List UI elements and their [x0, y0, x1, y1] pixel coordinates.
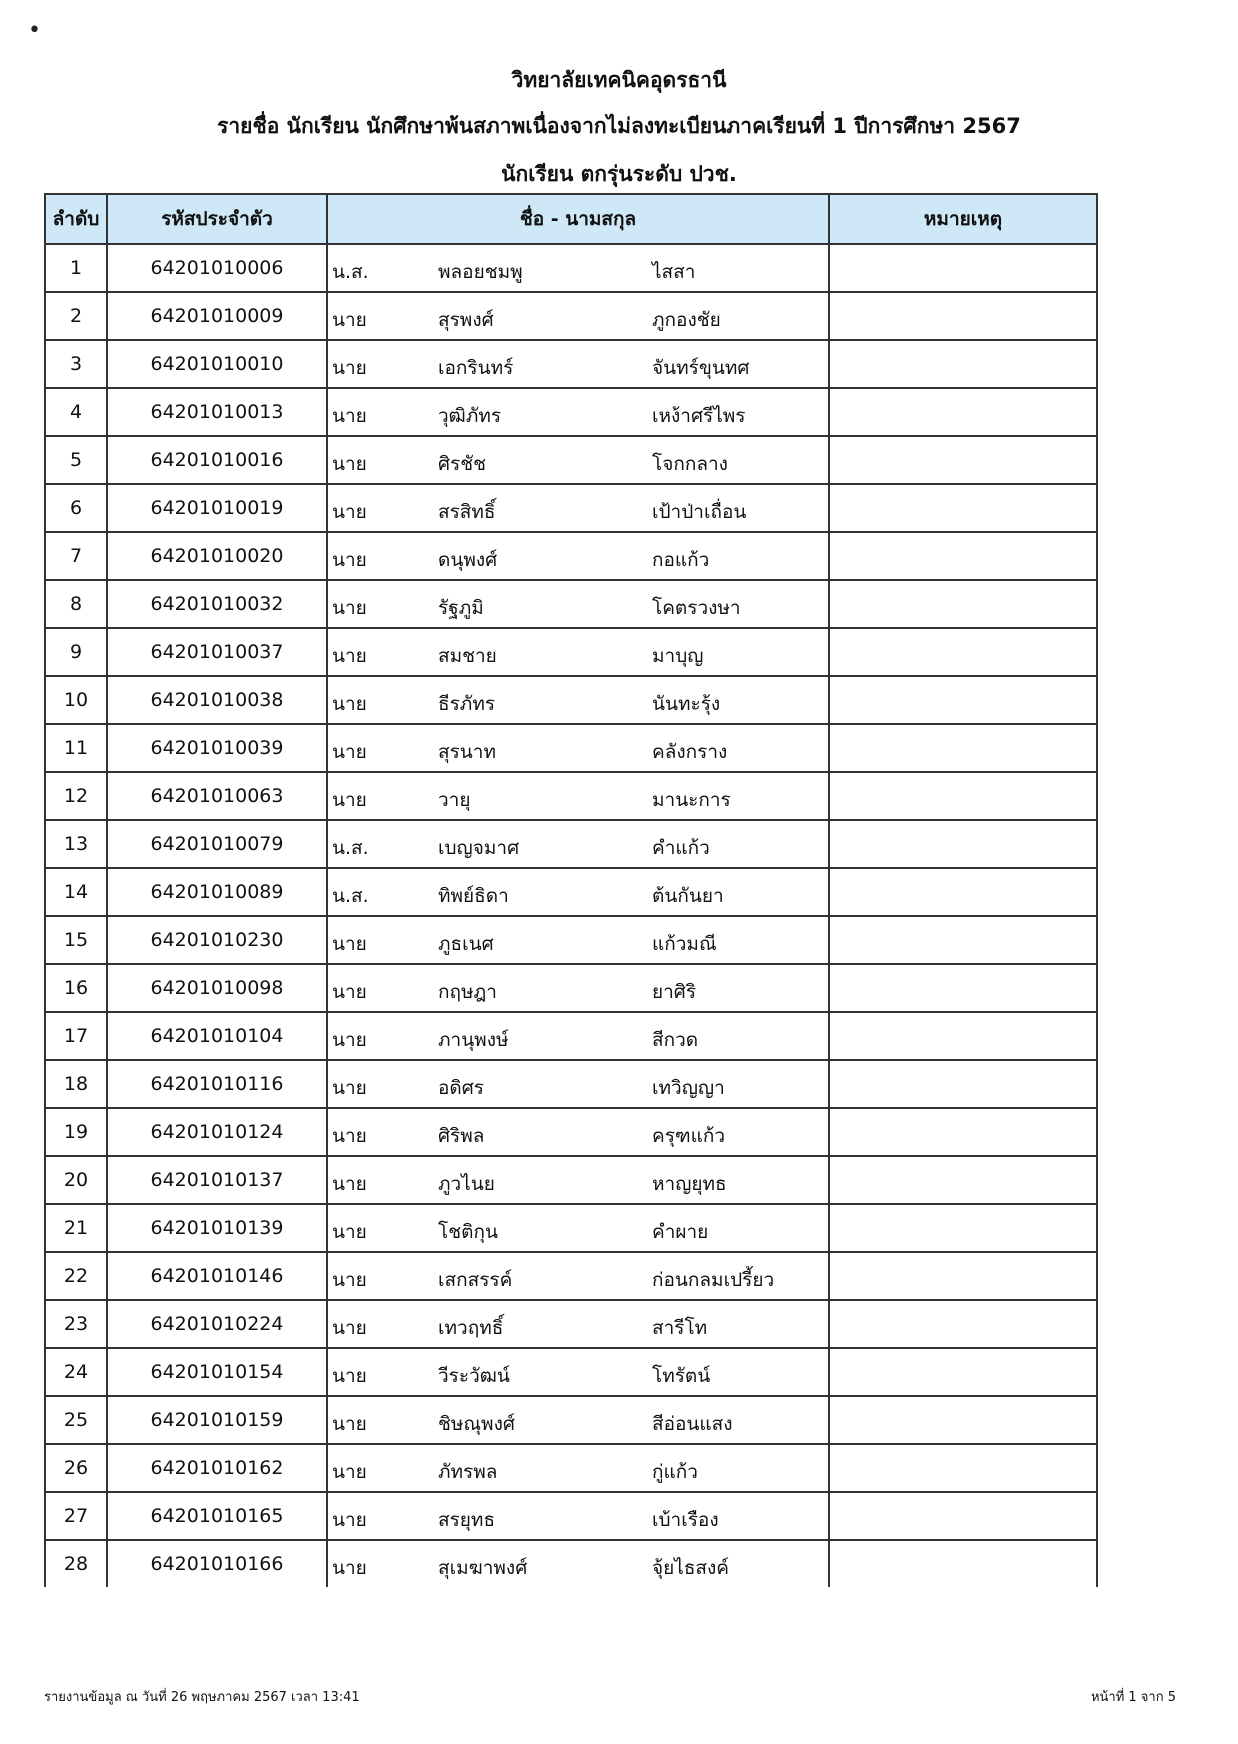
student-name: [327, 1060, 829, 1108]
last-name: มานะการ: [652, 789, 731, 811]
table-row: [45, 484, 1097, 532]
student-id: 64201010224: [107, 1300, 327, 1348]
row-number: 1: [45, 244, 107, 292]
student-id: 64201010013: [107, 388, 327, 436]
name-prefix: นาย: [332, 981, 367, 1003]
table-row: [45, 292, 1097, 340]
name-prefix: นาย: [332, 357, 367, 379]
name-prefix: นาย: [332, 789, 367, 811]
last-name: หาญยุทธ: [652, 1173, 727, 1195]
student-id: 64201010016: [107, 436, 327, 484]
table-row: [45, 1540, 1097, 1587]
name-prefix: นาย: [332, 1125, 367, 1147]
first-name: กฤษฎา: [438, 981, 497, 1003]
row-number: 20: [45, 1156, 107, 1204]
last-name: นันทะรุ้ง: [652, 693, 721, 715]
last-name: ก่อนกลมเปรี้ยว: [652, 1269, 775, 1291]
table-row: [45, 772, 1097, 820]
last-name: สีกวด: [652, 1029, 699, 1051]
student-id: 64201010006: [107, 244, 327, 292]
note: [829, 1252, 1097, 1300]
row-number: 15: [45, 916, 107, 964]
student-id: 64201010146: [107, 1252, 327, 1300]
note: [829, 820, 1097, 868]
last-name: แก้วมณี: [652, 933, 717, 955]
student-name: [327, 676, 829, 724]
table-row: [45, 1108, 1097, 1156]
note: [829, 724, 1097, 772]
student-name: [327, 772, 829, 820]
table-row: [45, 340, 1097, 388]
student-name: [327, 1348, 829, 1396]
note: [829, 1540, 1097, 1587]
page-number: หน้าที่ 1 จาก 5: [1090, 1690, 1176, 1705]
note: [829, 1348, 1097, 1396]
first-name: เบญจมาศ: [438, 837, 520, 859]
student-name: [327, 532, 829, 580]
table-row: [45, 868, 1097, 916]
first-name: พลอยชมพู: [438, 261, 523, 283]
first-name: วุฒิภัทร: [438, 405, 502, 427]
table-row: [45, 1348, 1097, 1396]
note: [829, 1444, 1097, 1492]
student-name: [327, 484, 829, 532]
student-name: [327, 580, 829, 628]
first-name: อดิศร: [438, 1077, 485, 1099]
table-row: [45, 724, 1097, 772]
first-name: ธีรภัทร: [438, 693, 496, 715]
last-name: กู่แก้ว: [652, 1461, 698, 1483]
first-name: ศิรชัช: [438, 453, 487, 475]
name-prefix: น.ส.: [332, 261, 369, 283]
student-id: 64201010098: [107, 964, 327, 1012]
student-name: [327, 868, 829, 916]
last-name: เป้าป่าเถื่อน: [652, 501, 747, 523]
first-name: สมชาย: [438, 645, 497, 667]
name-prefix: นาย: [332, 1269, 367, 1291]
name-prefix: นาย: [332, 1077, 367, 1099]
note: [829, 1108, 1097, 1156]
student-id: 64201010166: [107, 1540, 327, 1587]
note: [829, 340, 1097, 388]
first-name: สรยุทธ: [438, 1509, 496, 1531]
note: [829, 916, 1097, 964]
table-row: [45, 244, 1097, 292]
student-id: 64201010124: [107, 1108, 327, 1156]
student-id: 64201010154: [107, 1348, 327, 1396]
note: [829, 1156, 1097, 1204]
note: [829, 292, 1097, 340]
name-prefix: นาย: [332, 1029, 367, 1051]
student-id: 64201010038: [107, 676, 327, 724]
student-name: [327, 1540, 829, 1587]
first-name: ทิพย์ธิดา: [438, 885, 509, 907]
student-id: 64201010137: [107, 1156, 327, 1204]
student-name: [327, 292, 829, 340]
last-name: จุ้ยไธสงค์: [652, 1557, 730, 1579]
name-prefix: นาย: [332, 549, 367, 571]
row-number: 6: [45, 484, 107, 532]
student-name: [327, 628, 829, 676]
note: [829, 484, 1097, 532]
student-name: [327, 1444, 829, 1492]
student-name: [327, 1300, 829, 1348]
table-row: [45, 1204, 1097, 1252]
table-row: [45, 436, 1097, 484]
note: [829, 676, 1097, 724]
row-number: 25: [45, 1396, 107, 1444]
first-name: ดนุพงศ์: [438, 549, 498, 571]
table-row: [45, 628, 1097, 676]
last-name: คลังกราง: [652, 741, 728, 763]
last-name: สารีโท: [652, 1317, 708, 1339]
student-table: [44, 193, 1098, 1587]
scan-mark: •: [28, 18, 41, 43]
student-name: [327, 724, 829, 772]
last-name: เหง้าศรีไพร: [652, 405, 746, 427]
table-header-row: [45, 194, 1097, 244]
student-name: [327, 340, 829, 388]
name-prefix: น.ส.: [332, 837, 369, 859]
last-name: คำผาย: [652, 1221, 709, 1243]
name-prefix: นาย: [332, 1557, 367, 1579]
first-name: สุรพงศ์: [438, 309, 494, 331]
note: [829, 244, 1097, 292]
student-id: 64201010032: [107, 580, 327, 628]
row-number: 4: [45, 388, 107, 436]
last-name: มาบุญ: [652, 645, 704, 667]
report-timestamp: รายงานข้อมูล ณ วันที่ 26 พฤษภาคม 2567 เวลา 13:41: [44, 1690, 360, 1705]
name-prefix: นาย: [332, 693, 367, 715]
student-id: 64201010162: [107, 1444, 327, 1492]
student-name: [327, 820, 829, 868]
row-number: 21: [45, 1204, 107, 1252]
row-number: 26: [45, 1444, 107, 1492]
name-prefix: นาย: [332, 1509, 367, 1531]
student-id: 64201010159: [107, 1396, 327, 1444]
table-row: [45, 1396, 1097, 1444]
student-name: [327, 916, 829, 964]
last-name: กอแก้ว: [652, 549, 710, 571]
table-row: [45, 820, 1097, 868]
student-name: [327, 436, 829, 484]
name-prefix: นาย: [332, 933, 367, 955]
document-title: รายชื่อ นักเรียน นักศึกษาพ้นสภาพเนื่องจากไม่ลงทะเบียนภาคเรียนที่ 1 ปีการศึกษา 2567: [217, 114, 1021, 138]
last-name: ครุฑแก้ว: [652, 1125, 726, 1147]
student-id: 64201010079: [107, 820, 327, 868]
first-name: วายุ: [438, 789, 471, 811]
col-header-note: หมายเหตุ: [829, 194, 1097, 244]
name-prefix: นาย: [332, 741, 367, 763]
last-name: โจกกลาง: [652, 453, 728, 475]
last-name: ต้นกันยา: [652, 885, 724, 907]
table-row: [45, 916, 1097, 964]
name-prefix: นาย: [332, 645, 367, 667]
first-name: ศิริพล: [438, 1125, 485, 1147]
first-name: รัฐภูมิ: [438, 597, 484, 619]
name-prefix: นาย: [332, 1173, 367, 1195]
student-id: 64201010089: [107, 868, 327, 916]
table-row: [45, 964, 1097, 1012]
row-number: 22: [45, 1252, 107, 1300]
row-number: 23: [45, 1300, 107, 1348]
student-name: [327, 1252, 829, 1300]
note: [829, 628, 1097, 676]
first-name: ภูธเนศ: [438, 933, 494, 955]
student-id: 64201010039: [107, 724, 327, 772]
name-prefix: นาย: [332, 405, 367, 427]
student-name: [327, 1156, 829, 1204]
name-prefix: นาย: [332, 1461, 367, 1483]
first-name: เอกรินทร์: [438, 357, 514, 379]
table-row: [45, 1012, 1097, 1060]
first-name: ภัทรพล: [438, 1461, 498, 1483]
table-row: [45, 532, 1097, 580]
row-number: 10: [45, 676, 107, 724]
note: [829, 964, 1097, 1012]
table-row: [45, 1444, 1097, 1492]
note: [829, 1396, 1097, 1444]
note: [829, 1060, 1097, 1108]
row-number: 18: [45, 1060, 107, 1108]
student-id: 64201010020: [107, 532, 327, 580]
student-id: 64201010116: [107, 1060, 327, 1108]
row-number: 2: [45, 292, 107, 340]
row-number: 27: [45, 1492, 107, 1540]
student-name: [327, 388, 829, 436]
row-number: 17: [45, 1012, 107, 1060]
table-row: [45, 1060, 1097, 1108]
document-subtitle: นักเรียน ตกรุ่นระดับ ปวช.: [501, 162, 737, 186]
note: [829, 532, 1097, 580]
last-name: ไสสา: [652, 261, 696, 283]
student-id: 64201010063: [107, 772, 327, 820]
student-id: 64201010104: [107, 1012, 327, 1060]
row-number: 8: [45, 580, 107, 628]
first-name: สุรนาท: [438, 741, 496, 763]
student-name: [327, 1108, 829, 1156]
student-name: [327, 964, 829, 1012]
row-number: 3: [45, 340, 107, 388]
name-prefix: น.ส.: [332, 885, 369, 907]
institution-title: วิทยาลัยเทคนิคอุดรธานี: [511, 68, 727, 92]
row-number: 11: [45, 724, 107, 772]
row-number: 5: [45, 436, 107, 484]
note: [829, 580, 1097, 628]
student-id: 64201010010: [107, 340, 327, 388]
row-number: 12: [45, 772, 107, 820]
name-prefix: นาย: [332, 597, 367, 619]
row-number: 14: [45, 868, 107, 916]
name-prefix: นาย: [332, 453, 367, 475]
first-name: วีระวัฒน์: [438, 1365, 510, 1387]
first-name: ภูวไนย: [438, 1173, 495, 1195]
col-header-id: รหัสประจำตัว: [107, 194, 327, 244]
note: [829, 1300, 1097, 1348]
note: [829, 1012, 1097, 1060]
table-row: [45, 1492, 1097, 1540]
name-prefix: นาย: [332, 1317, 367, 1339]
last-name: โทรัตน์: [652, 1365, 711, 1387]
student-name: [327, 244, 829, 292]
row-number: 28: [45, 1540, 107, 1587]
note: [829, 1492, 1097, 1540]
table-row: [45, 1300, 1097, 1348]
name-prefix: นาย: [332, 1413, 367, 1435]
first-name: ชิษณุพงศ์: [438, 1413, 515, 1435]
first-name: สรสิทธิ์: [438, 501, 496, 523]
table-row: [45, 676, 1097, 724]
row-number: 9: [45, 628, 107, 676]
note: [829, 868, 1097, 916]
student-id: 64201010230: [107, 916, 327, 964]
student-id: 64201010165: [107, 1492, 327, 1540]
name-prefix: นาย: [332, 1221, 367, 1243]
col-header-no: ลำดับ: [45, 194, 107, 244]
student-name: [327, 1396, 829, 1444]
name-prefix: นาย: [332, 1365, 367, 1387]
first-name: เทวฤทธิ์: [438, 1317, 504, 1339]
row-number: 13: [45, 820, 107, 868]
last-name: จันทร์ขุนทศ: [652, 357, 750, 379]
row-number: 7: [45, 532, 107, 580]
note: [829, 388, 1097, 436]
row-number: 16: [45, 964, 107, 1012]
row-number: 19: [45, 1108, 107, 1156]
first-name: สุเมฆาพงศ์: [438, 1557, 528, 1579]
table-row: [45, 1252, 1097, 1300]
first-name: ภานุพงษ์: [438, 1029, 509, 1051]
student-id: 64201010009: [107, 292, 327, 340]
last-name: สีอ่อนแสง: [652, 1413, 733, 1435]
table-row: [45, 1156, 1097, 1204]
last-name: เทวิญญา: [652, 1077, 725, 1099]
last-name: เบ้าเรือง: [652, 1509, 719, 1531]
name-prefix: นาย: [332, 501, 367, 523]
last-name: โคตรวงษา: [652, 597, 741, 619]
last-name: คำแก้ว: [652, 837, 710, 859]
table-row: [45, 388, 1097, 436]
last-name: ยาศิริ: [652, 981, 697, 1003]
col-header-name: ชื่อ - นามสกุล: [327, 194, 829, 244]
table-row: [45, 580, 1097, 628]
last-name: ภูกองชัย: [652, 309, 721, 331]
first-name: เสกสรรค์: [438, 1269, 513, 1291]
note: [829, 436, 1097, 484]
note: [829, 1204, 1097, 1252]
student-id: 64201010019: [107, 484, 327, 532]
first-name: โชติกุน: [438, 1221, 498, 1243]
student-name: [327, 1204, 829, 1252]
student-id: 64201010139: [107, 1204, 327, 1252]
name-prefix: นาย: [332, 309, 367, 331]
note: [829, 772, 1097, 820]
student-name: [327, 1012, 829, 1060]
row-number: 24: [45, 1348, 107, 1396]
student-name: [327, 1492, 829, 1540]
student-id: 64201010037: [107, 628, 327, 676]
